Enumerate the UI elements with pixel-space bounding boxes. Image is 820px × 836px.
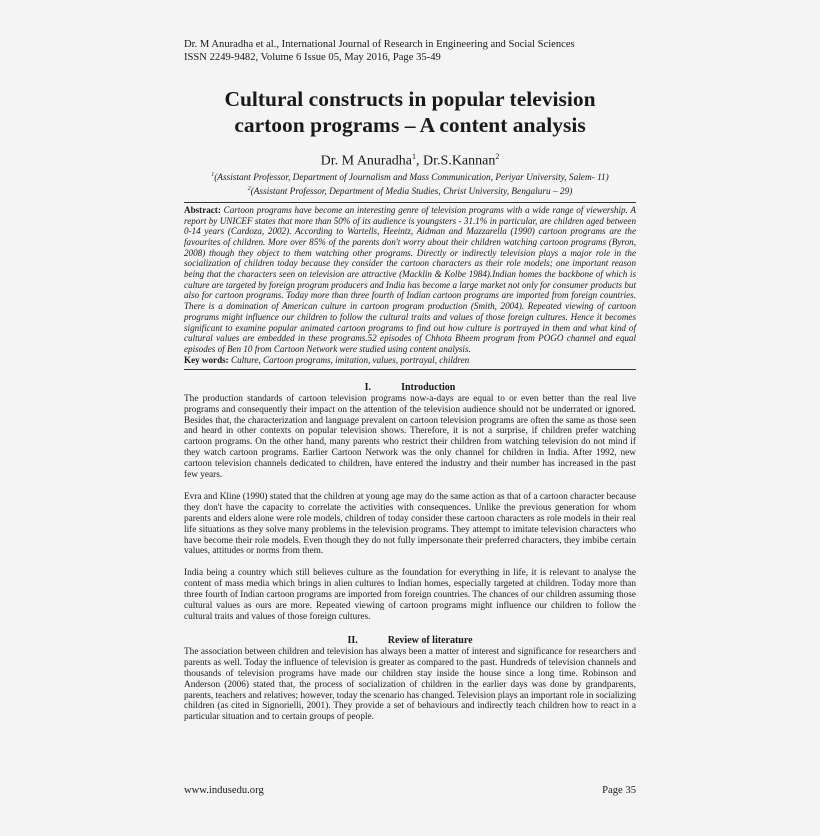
header-citation: Dr. M Anuradha et al., International Journal of Research in Engineering and Social Sciences (184, 39, 575, 50)
section-heading-review (184, 635, 636, 647)
section-number: II. (347, 634, 358, 646)
affiliation-1-sup: 1 (211, 171, 215, 178)
abstract-bottom-rule (184, 369, 636, 370)
intro-paragraph-3: India being a country which still believes culture as the foundation for everything in life, it is relevant to analyse the content of mass media which brings in alien cultures to Indian homes, especially targeted at children. Today more than three fourth of Indian cartoon programs are imported from foreign countries. The chances of our children assuming those cultural values as ours are more. Repeated viewing of cartoon programs might influence our children to follow the cultural traits and values of those foreign cultures. (184, 568, 636, 622)
abstract-label: Abstract: (184, 204, 221, 215)
author-2: Dr.S.Kannan (423, 153, 496, 169)
footer-website: www.indusedu.org (184, 785, 264, 796)
affiliation-2 (184, 184, 636, 199)
footer-page-number: Page 35 (602, 785, 636, 796)
keywords-text: Culture, Cartoon programs, imitation, values, portrayal, children (231, 354, 470, 365)
affiliations (184, 170, 636, 199)
affiliation-2-text: (Assistant Professor, Department of Media Studies, Christ University, Bengaluru – 29) (250, 187, 573, 198)
section-heading-introduction (184, 382, 636, 394)
affiliation-1 (184, 170, 636, 185)
header-issn: ISSN 2249-9482, Volume 6 Issue 05, May 2016, Page 35-49 (184, 52, 441, 63)
author-separator: , (416, 153, 424, 169)
section-title: Review of literature (387, 634, 473, 646)
intro-paragraph-1: The production standards of cartoon television programs now-a-days are equal to or even better than the real live programs and consequently their impact on the attention of the television audience should not be underrated or ignored. Besides that, the characterization and language prevalent on cartoon television programs are often the same as those seen and heard in other contexts on popular television shows. Therefore, it is not a surprise, if children prefer watching cartoon programs. On the other hand, many parents who restrict their children from watching television do not mind if they watch cartoon programs. Earlier Cartoon Network was the only channel for children in India. After 1992, new cartoon television channels dedicated to children, have entered the industry and their number has increased in the past few years. (184, 393, 636, 481)
keywords (184, 355, 636, 366)
keywords-label: Key words: (184, 354, 229, 365)
review-paragraph-1: The association between children and television has always been a matter of interest and significance for researchers and parents as well. Today the influence of television is greater as compared to the past. Hundreds of television channels and thousands of television programs have made our children stay inside the house since a long time. Robinson and Anderson (2006) stated that, the process of socialization of children in the earlier days was done by grandparents, parents, teachers and relatives; however, today the scenario has changed. Television plays an important role in socializing children (as cited in Signorielli, 2001). They provide a set of behaviours and indirectly teach children how to react in a particular situation and to certain groups of people. (184, 646, 636, 723)
affiliation-2-sup: 2 (247, 186, 251, 193)
running-header (184, 38, 636, 64)
page-footer (184, 784, 636, 797)
author-1: Dr. M Anuradha (320, 153, 413, 169)
title-line-2: cartoon programs – A content analysis (234, 113, 586, 137)
author-list (184, 148, 636, 170)
title-line-1: Cultural constructs in popular television (224, 87, 596, 111)
section-title: Introduction (401, 381, 456, 393)
abstract-text: Cartoon programs have become an interesting genre of television programs with a wide range of viewership. A report by UNICEF states that more than 50% of its audience is youngsters - 31.1% in particular, are children aged between 0-14 years (Cardoza, 2002). According to Wartells, Heeintz, Aidman and Mazzarella (1990) cartoon programs are the favourites of children. More over 85% of the parents don't worry about their children watching cartoon programs (Byron, 2008) though they object to them watching other programs. Directly or indirectly television plays a major role in the socialization of children today because they consider the cartoon characters as their role models; one important reason being that the characters seen on television are attractive (Macklin & Kolbe 1984).Indian homes the backbone of which is culture are targeted by foreign program producers and India has become a large market not only for consumer products but also for cartoon programs. Today more than three fourth of Indian cartoon programs are imported from foreign countries. There is a domination of American culture in cartoon program production (Smith, 2004). Repeated viewing of cartoon programs might influence our children to follow the cultural traits and values of those foreign cultures. Hence it becomes significant to examine popular animated cartoon programs to find out how culture is portrayed in them and what kind of cultural values are embedded in these programs.52 episodes of Chhota Bheem program from POGO channel and equal episodes of Ben 10 from Cartoon Network were studied using content analysis. (184, 204, 636, 354)
paper-title (184, 86, 636, 138)
section-number: I. (364, 381, 372, 393)
author-1-sup: 1 (412, 152, 417, 161)
abstract (184, 203, 636, 355)
intro-paragraph-2: Evra and Kline (1990) stated that the children at young age may do the same action as that of a cartoon character because they don't have the capacity to correlate the activities with consequences. Unlike the previous generation for whom parents and elders alone were role models, children of today consider these cartoon characters as role models in their real life situations as they solve many problems in the television programs. They attempt to imitate television characters who have become their role models. Even though they do not fully impersonate their preferred characters, they imbibe certain values, attitudes or norms from them. (184, 491, 636, 557)
author-2-sup: 2 (495, 152, 500, 161)
affiliation-1-text: (Assistant Professor, Department of Journalism and Mass Communication, Periyar University, Salem- 11) (214, 172, 609, 183)
